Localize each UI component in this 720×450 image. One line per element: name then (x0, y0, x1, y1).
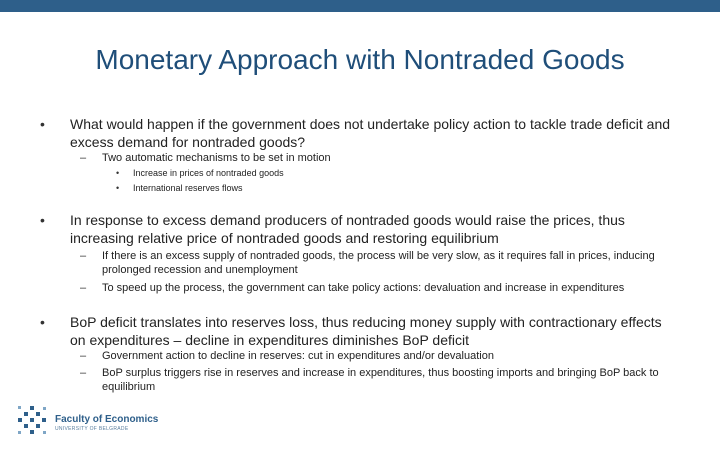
bullet-marker: • (116, 168, 120, 178)
bullet-3-text: BoP deficit translates into reserves loss, thus reducing money supply with contractionary effects on expenditures – decline in expenditures diminishes BoP deficit (70, 314, 662, 348)
bullet-1-text: What would happen if the government does not undertake policy action to tackle trade deficit and excess demand for nontraded goods? (70, 116, 671, 150)
bullet-2-text: In response to excess demand producers of nontraded goods would raise the prices, thus increasing relative price of nontraded goods and restoring equilibrium (70, 212, 625, 246)
bullet-3-sub-2-text: BoP surplus triggers rise in reserves and increase in expenditures, thus boosting imports and bringing BoP back to equilibrium (102, 367, 659, 393)
logo-subtitle: UNIVERSITY OF BELGRADE (55, 426, 129, 432)
bullet-marker: • (40, 116, 45, 132)
bullet-1-sub-1-item-2: International reserves flows (133, 183, 243, 193)
dash-marker: – (80, 367, 87, 379)
bullet-marker: • (116, 183, 120, 193)
dash-marker: – (80, 152, 87, 164)
bullet-2-sub-2-text: To speed up the process, the government can take policy actions: devaluation and increase in expenditures (102, 282, 625, 294)
faculty-logo-icon (14, 404, 52, 440)
bullet-1-sub-1-text: Two automatic mechanisms to be set in motion (102, 152, 331, 164)
dash-marker: – (80, 250, 87, 262)
logo-name: Faculty of Economics (55, 414, 159, 425)
dash-marker: – (80, 282, 87, 294)
top-accent-bar (0, 0, 720, 12)
bullet-1-sub-1-item-1: Increase in prices of nontraded goods (133, 168, 284, 178)
bullet-2-sub-1-text: If there is an excess supply of nontraded goods, the process will be very slow, as it requires fall in prices, inducing prolonged recession and unemployment (102, 250, 655, 276)
dash-marker: – (80, 350, 87, 362)
bullet-marker: • (40, 314, 45, 330)
bullet-marker: • (40, 212, 45, 228)
bullet-3-sub-1-text: Government action to decline in reserves: cut in expenditures and/or devaluation (102, 350, 494, 362)
slide-title: Monetary Approach with Nontraded Goods (95, 44, 625, 75)
